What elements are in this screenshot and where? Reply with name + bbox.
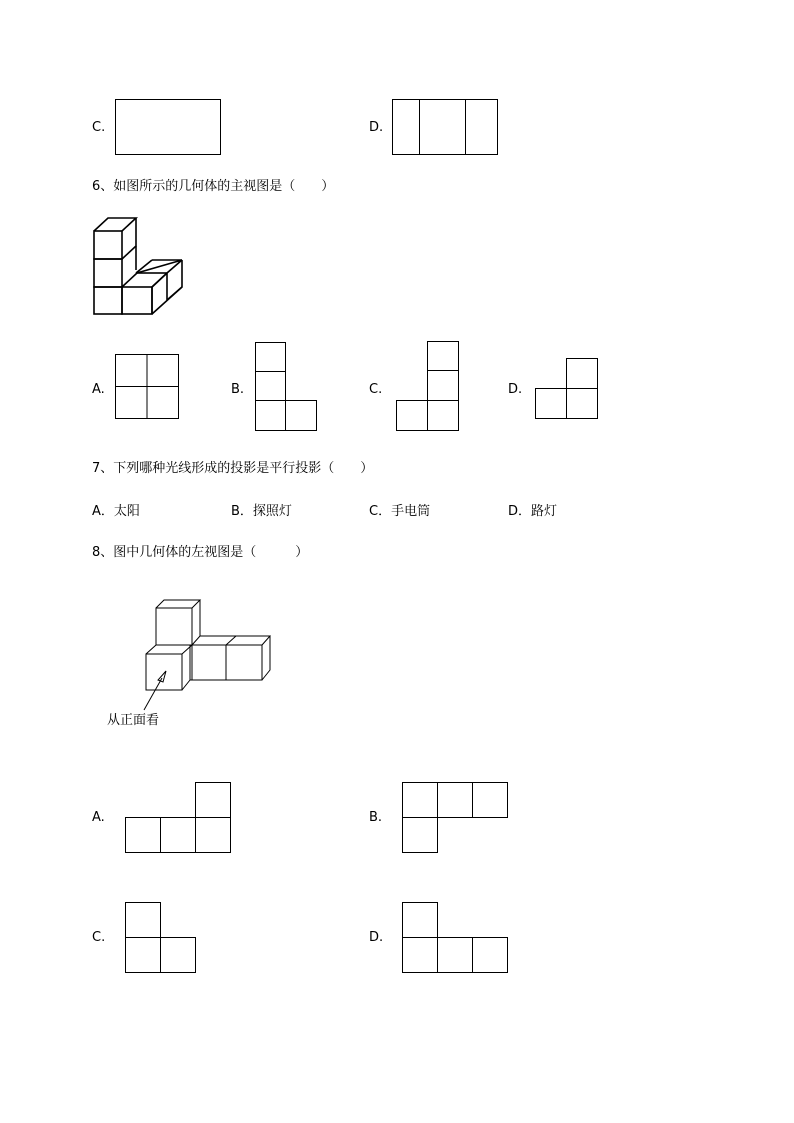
q6-option-d-label: D. (508, 382, 523, 397)
q8-option-d-figure (402, 902, 508, 973)
q8-question-text: 8、图中几何体的左视图是（ ） (92, 545, 309, 560)
q6-question-text: 6、如图所示的几何体的主视图是（ ） (92, 179, 335, 194)
q6-option-b-figure (255, 342, 317, 431)
q6-option-a-figure (115, 354, 179, 419)
q8-option-a-label: A. (92, 810, 105, 825)
q7-option-b: B．探照灯 (231, 504, 292, 519)
q6-option-b-label: B. (231, 382, 245, 397)
q8-option-a-figure (125, 782, 231, 853)
q7-question-text: 7、下列哪种光线形成的投影是平行投影（ ） (92, 461, 374, 476)
q6-option-a-label: A. (92, 382, 105, 397)
q8-option-d-label: D. (369, 930, 384, 945)
q6-option-d-figure (535, 358, 598, 419)
q7-option-d: D．路灯 (508, 504, 558, 519)
q6-option-c-figure (396, 341, 459, 431)
q6-solid-figure (92, 215, 187, 317)
q8-option-b-figure (402, 782, 508, 853)
q8-option-b-label: B. (369, 810, 383, 825)
q5-option-d-label: D. (369, 120, 384, 135)
q7-option-c: C．手电筒 (369, 504, 431, 519)
q5-option-d-figure (392, 99, 498, 155)
q8-option-c-label: C. (92, 930, 106, 945)
q6-option-c-label: C. (369, 382, 383, 397)
q8-option-c-figure (125, 902, 196, 973)
q5-option-c-figure (115, 99, 221, 155)
q8-front-view-label: 从正面看 (107, 713, 160, 728)
q7-option-a: A．太阳 (92, 504, 140, 519)
q5-option-c-label: C. (92, 120, 106, 135)
